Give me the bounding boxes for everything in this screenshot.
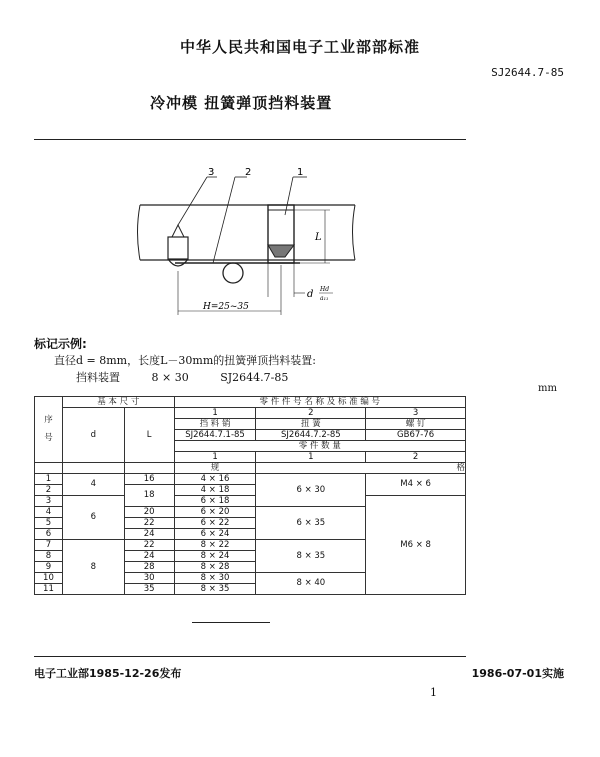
callout-2: 2 bbox=[245, 167, 252, 178]
fit-denominator: a₁₁ bbox=[320, 295, 329, 302]
assembly-figure bbox=[125, 165, 365, 325]
L-7: 24 bbox=[124, 551, 174, 562]
dim-d: d bbox=[307, 289, 314, 300]
L-1: 16 bbox=[124, 474, 174, 485]
seq-4: 4 bbox=[35, 507, 63, 518]
callout-3: 3 bbox=[208, 167, 215, 178]
part-std-2: SJ2644.7.2-85 bbox=[256, 430, 366, 441]
part-std-1: SJ2644.7.1-85 bbox=[174, 430, 256, 441]
d-8: 8 bbox=[62, 540, 124, 595]
part-std-3: GB67-76 bbox=[366, 430, 466, 441]
issued-date: 电子工业部1985-12-26发布 bbox=[34, 667, 182, 680]
marking-line-2 bbox=[76, 369, 316, 385]
seq-5: 5 bbox=[35, 518, 63, 529]
fit-numerator: Hd bbox=[320, 286, 330, 293]
part-name-3: 螺 钉 bbox=[366, 419, 466, 430]
part-no-1: 1 bbox=[174, 408, 256, 419]
dim-l: L bbox=[315, 232, 322, 243]
spring-4: 8 × 40 bbox=[256, 573, 366, 595]
pin-4: 6 × 20 bbox=[174, 507, 256, 518]
pin-2: 4 × 18 bbox=[174, 485, 256, 496]
part-no-3: 3 bbox=[366, 408, 466, 419]
spec-table bbox=[34, 396, 466, 595]
marking-std: SJ2644.7-85 bbox=[220, 371, 289, 384]
screw-1: M4 × 6 bbox=[366, 474, 466, 496]
L-4: 22 bbox=[124, 518, 174, 529]
marking-line-1: 直径d = 8mm，长度L－30mm的扭簧弹顶挡料装置: bbox=[54, 354, 316, 367]
callout-1: 1 bbox=[297, 167, 304, 178]
L-5: 24 bbox=[124, 529, 174, 540]
seq-2: 2 bbox=[35, 485, 63, 496]
header-rule bbox=[34, 139, 466, 140]
document-title: 冷冲模 扭簧弹顶挡料装置 bbox=[150, 94, 333, 112]
spring-3: 8 × 35 bbox=[256, 540, 366, 573]
dim-h: H=25~35 bbox=[203, 302, 249, 312]
part-name-1: 挡 料 销 bbox=[174, 419, 256, 430]
spring-1: 6 × 30 bbox=[256, 474, 366, 507]
seq-11: 11 bbox=[35, 584, 63, 595]
pin-8: 8 × 24 bbox=[174, 551, 256, 562]
end-rule bbox=[192, 622, 270, 623]
pin-9: 8 × 28 bbox=[174, 562, 256, 573]
seq-6: 6 bbox=[35, 529, 63, 540]
d-6: 6 bbox=[62, 496, 124, 540]
h-parts: 零 件 件 号 名 称 及 标 准 编 号 bbox=[174, 397, 465, 408]
h-qty: 零 件 数 量 bbox=[174, 441, 465, 452]
qty-3: 2 bbox=[366, 452, 466, 463]
h-spec-left: 规 bbox=[174, 463, 256, 474]
seq-1: 1 bbox=[35, 474, 63, 485]
pin-6: 6 × 24 bbox=[174, 529, 256, 540]
seq-8: 8 bbox=[35, 551, 63, 562]
h-d: d bbox=[62, 408, 124, 463]
seq-3: 3 bbox=[35, 496, 63, 507]
screw-2: M6 × 8 bbox=[366, 496, 466, 595]
pin-11: 8 × 35 bbox=[174, 584, 256, 595]
L-2: 18 bbox=[124, 485, 174, 507]
marking-heading: 标记示例: bbox=[34, 337, 87, 351]
pin-1: 4 × 16 bbox=[174, 474, 256, 485]
L-9: 30 bbox=[124, 573, 174, 584]
L-3: 20 bbox=[124, 507, 174, 518]
spring-2: 6 × 35 bbox=[256, 507, 366, 540]
pin-10: 8 × 30 bbox=[174, 573, 256, 584]
h-spec-right: 格 bbox=[256, 463, 466, 474]
page-number: 1 bbox=[430, 686, 437, 699]
qty-2: 1 bbox=[256, 452, 366, 463]
footer-rule bbox=[34, 656, 466, 657]
L-10: 35 bbox=[124, 584, 174, 595]
pin-5: 6 × 22 bbox=[174, 518, 256, 529]
marking-name: 挡料装置 bbox=[76, 371, 120, 384]
unit-label: mm bbox=[538, 383, 557, 394]
org-standard-title: 中华人民共和国电子工业部部标准 bbox=[179, 38, 420, 56]
standard-number: SJ2644.7-85 bbox=[491, 66, 564, 79]
L-6: 22 bbox=[124, 540, 174, 551]
qty-1: 1 bbox=[174, 452, 256, 463]
pin-3: 6 × 18 bbox=[174, 496, 256, 507]
part-no-2: 2 bbox=[256, 408, 366, 419]
seq-9: 9 bbox=[35, 562, 63, 573]
seq-7: 7 bbox=[35, 540, 63, 551]
part-name-2: 扭 簧 bbox=[256, 419, 366, 430]
h-L: L bbox=[124, 408, 174, 463]
d-4: 4 bbox=[62, 474, 124, 496]
h-basic: 基 本 尺 寸 bbox=[62, 397, 174, 408]
L-8: 28 bbox=[124, 562, 174, 573]
seq-10: 10 bbox=[35, 573, 63, 584]
h-seq: 序 号 bbox=[35, 397, 63, 463]
marking-size: 8 × 30 bbox=[151, 371, 189, 384]
pin-7: 8 × 22 bbox=[174, 540, 256, 551]
effective-date: 1986-07-01实施 bbox=[471, 667, 564, 680]
